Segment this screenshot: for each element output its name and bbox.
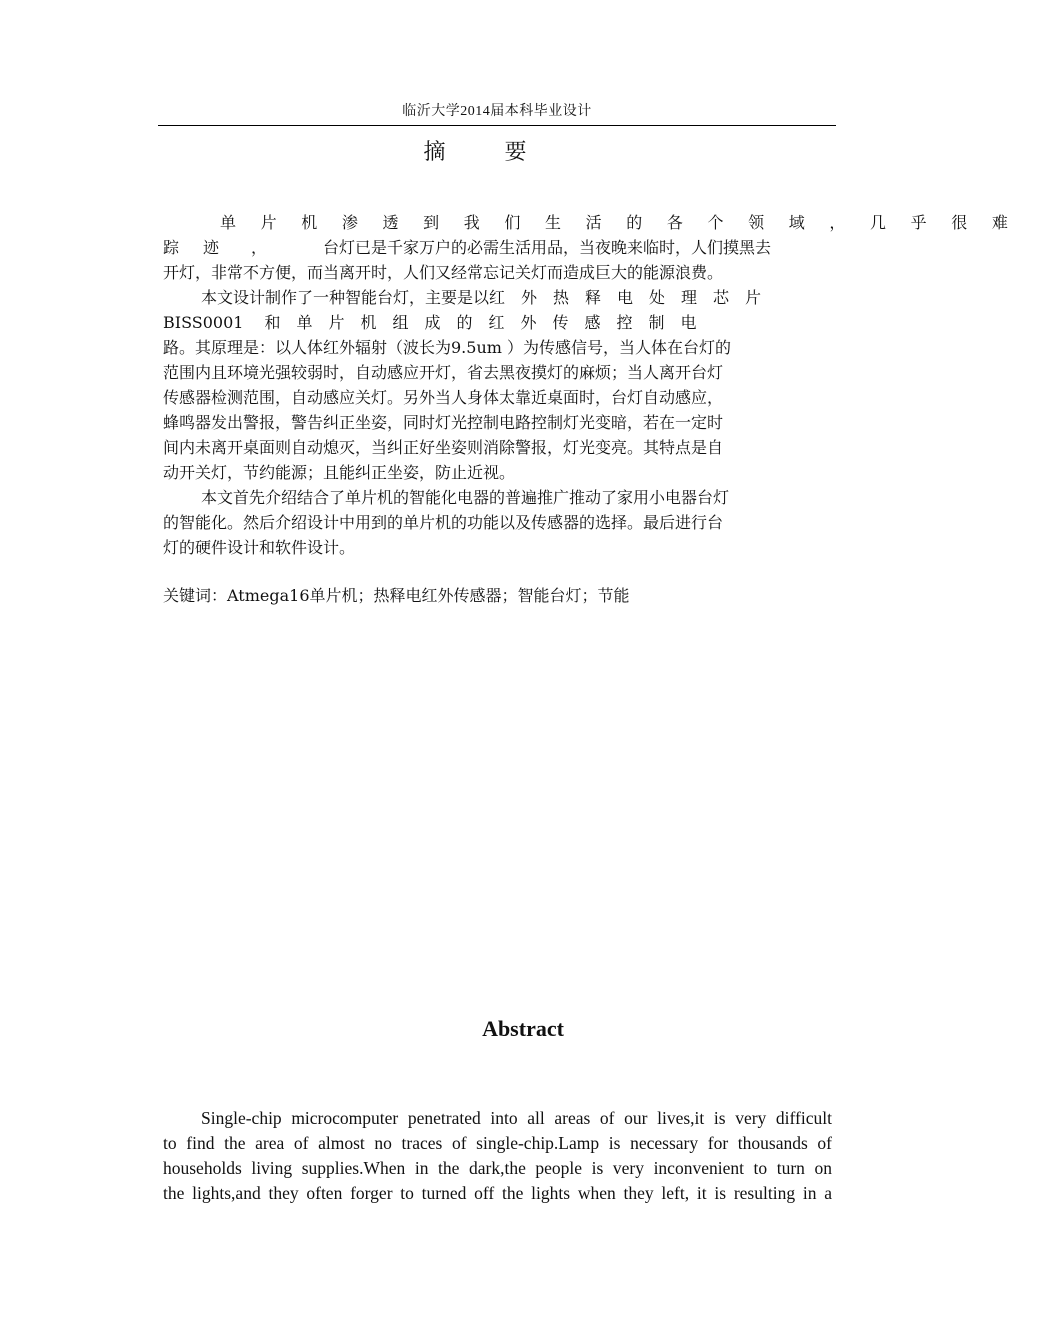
chinese-abstract-body: [163, 210, 1008, 560]
header-rule: [158, 125, 836, 126]
cn-line-10: 间内未离开桌面则自动熄灭，当纠正好坐姿则消除警报，灯光变亮。其特点是自: [163, 438, 724, 457]
cn-line-1-char: 到: [423, 213, 440, 232]
cn-line-1-char: 个: [707, 213, 724, 232]
cn-line-1-char: 机: [301, 213, 318, 232]
en-line-1: Single-chip microcomputer penetrated into all areas of our lives,it is very difficult: [201, 1108, 832, 1128]
en-line-2: to find the area of almost no traces of single-chip.Lamp is necessary for thousands of: [163, 1133, 832, 1153]
cn-line-1-char: 渗: [341, 213, 358, 232]
cn-line-1: [163, 210, 1008, 235]
cn-line-1-char: 我: [463, 213, 480, 232]
keywords-label: 关键词：: [163, 586, 228, 605]
cn-line-1-char: 活: [585, 213, 602, 232]
cn-line-1-char: 几: [870, 213, 887, 232]
cn-line-9: 蜂鸣器发出警报，警告纠正坐姿，同时灯光控制电路控制灯光变暗，若在一定时: [163, 413, 724, 432]
cn-line-5: BISS0001 和 单 片 机 组 成 的 红 外 传 感 控 制 电: [163, 313, 697, 332]
cn-line-1-char: 很: [951, 213, 968, 232]
cn-line-12: 本文首先介绍结合了单片机的智能化电器的普遍推广推动了家用小电器台灯: [201, 488, 730, 507]
cn-line-2-char-1: 踪: [163, 238, 180, 257]
cn-line-1-char: 单: [220, 213, 237, 232]
cn-line-1-char: 片: [260, 213, 277, 232]
english-abstract-title: Abstract: [482, 1016, 564, 1041]
cn-line-2-row: [163, 235, 830, 260]
cn-line-1-char: 领: [748, 213, 765, 232]
cn-line-4: 本文设计制作了一种智能台灯，主要是以红 外 热 释 电 处 理 芯 片: [201, 288, 762, 307]
cn-line-1-char: 们: [504, 213, 521, 232]
cn-line-1-spread: [220, 210, 1008, 235]
en-line-3: households living supplies.When in the dark,the people is very inconvenient to turn on: [163, 1158, 832, 1178]
cn-line-11: 动开关灯，节约能源；且能纠正坐姿，防止近视。: [163, 463, 516, 482]
cn-line-1-char: 透: [382, 213, 399, 232]
en-line-4: the lights,and they often forger to turned off the lights when they left, it is resulting in a: [163, 1183, 832, 1203]
cn-line-1-char: 各: [666, 213, 683, 232]
cn-line-2-char-2: 迹: [203, 238, 220, 257]
cn-line-1-char: 乎: [910, 213, 927, 232]
cn-line-3: 开灯，非常不方便，而当离开时，人们又经常忘记关灯而造成巨大的能源浪费。: [163, 263, 724, 282]
english-abstract-body: [163, 1106, 832, 1206]
cn-line-8: 传感器检测范围，自动感应关灯。另外当人身体太靠近桌面时，台灯自动感应，: [163, 388, 724, 407]
cn-line-6: 路。其原理是：以人体红外辐射（波长为9.5um ）为传感信号，当人体在台灯的: [163, 338, 732, 357]
page-header: 临沂大学2014届本科毕业设计: [402, 104, 592, 119]
cn-line-14: 灯的硬件设计和软件设计。: [163, 538, 356, 557]
cn-line-1-char: 难: [991, 213, 1008, 232]
cn-line-1-char: 域: [788, 213, 805, 232]
cn-line-2-char-3: ，: [251, 238, 268, 257]
keywords: [163, 583, 630, 608]
keywords-text: Atmega16单片机；热释电红外传感器；智能台灯；节能: [227, 586, 630, 605]
cn-line-1-char: 生: [545, 213, 562, 232]
cn-line-2-text: 台灯已是千家万户的必需生活用品，当夜晚来临时，人们摸黑去: [323, 238, 772, 257]
cn-line-13: 的智能化。然后介绍设计中用到的单片机的功能以及传感器的选择。最后进行台: [163, 513, 724, 532]
chinese-abstract-title: 摘 要: [423, 140, 553, 165]
cn-line-1-char: ，: [829, 213, 846, 232]
cn-line-2: [163, 235, 833, 260]
cn-line-1-char: 的: [626, 213, 643, 232]
cn-line-7: 范围内且环境光强较弱时，自动感应开灯，省去黑夜摸灯的麻烦；当人离开台灯: [163, 363, 724, 382]
